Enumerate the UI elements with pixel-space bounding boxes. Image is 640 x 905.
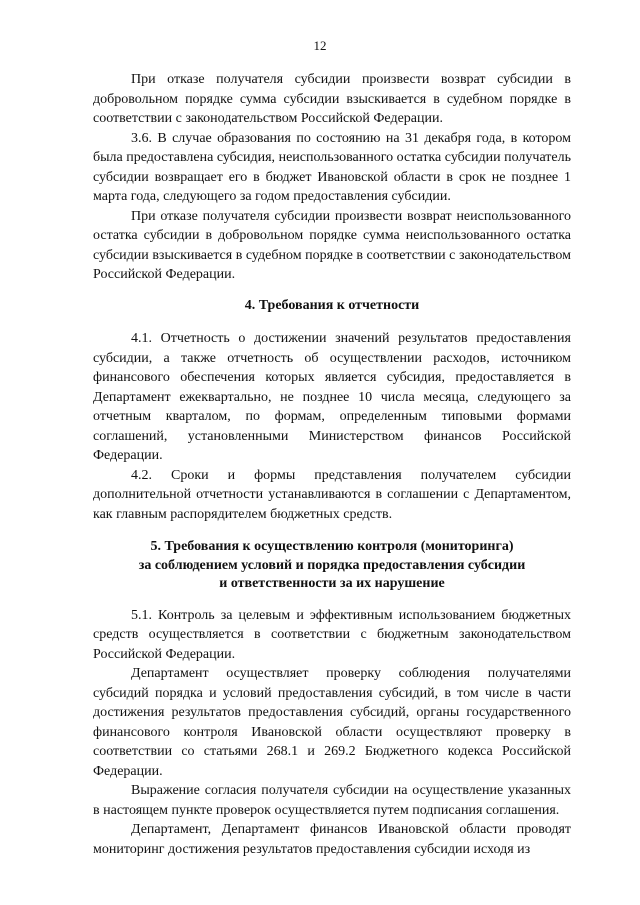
section-5-heading-line: за соблюдением условий и порядка предоставления субсидии xyxy=(138,557,526,573)
section-5-heading-line: 5. Требования к осуществлению контроля (мониторинга) xyxy=(150,539,514,554)
paragraph-4-1: 4.1. Отчетность о достижении значений результатов предоставления субсидии, а также отчетность об осуществлении расходов, источником финансового обеспечения которых является субсидия, предоставляется в Департамент ежеквартально, не позднее 10 числа месяца, следующего за отчетным кварталом, по формам, определенным типовыми формами соглашений, установленными Министерством финансов Российской Федерации. xyxy=(93,331,571,463)
paragraph-5-1: 5.1. Контроль за целевым и эффективным использованием бюджетных средств осуществляется в соответствии с бюджетным законодательством Российской Федерации. xyxy=(93,607,571,662)
paragraph-department-check: Департамент осуществляет проверку соблюдения получателями субсидий порядка и условий предоставления субсидий, в том числе в части достижения результатов предоставления субсидий, органы государственного финансового контроля Ивановской области осуществляют проверку в соответствии со статьями 268.1 и 269.2 Бюджетного кодекса Российской Федерации. xyxy=(93,666,571,779)
section-5-heading xyxy=(93,538,571,594)
paragraph-4-2: 4.2. Сроки и формы представления получателем субсидии дополнительной отчетности устанавливаются в соглашении с Департаментом, как главным распорядителем бюджетных средств. xyxy=(93,467,571,522)
paragraph-3-6: 3.6. В случае образования по состоянию на 31 декабря года, в котором была предоставлена субсидия, неиспользованного остатка субсидии получатель субсидии возвращает его в бюджет Ивановской области в срок не позднее 1 марта года, следующего за годом предоставления субсидии. xyxy=(93,130,571,204)
document-body xyxy=(93,70,571,859)
paragraph-refusal-remainder: При отказе получателя субсидии произвести возврат неиспользованного остатка субсидии в добровольном порядке сумма неиспользованного остатка субсидии взыскивается в судебном порядке в соответствии с законодательством Российской Федерации. xyxy=(93,208,571,282)
section-4-heading: 4. Требования к отчетности xyxy=(244,297,420,313)
page-number: 12 xyxy=(313,38,327,53)
paragraph-refusal-return: При отказе получателя субсидии произвести возврат субсидии в добровольном порядке сумма субсидии взыскивается в судебном порядке в соответствии с законодательством Российской Федерации. xyxy=(93,72,571,126)
section-5-heading-line: и ответственности за их нарушение xyxy=(219,576,445,591)
paragraph-consent: Выражение согласия получателя субсидии на осуществление указанных в настоящем пункте проверок осуществляется путем подписания соглашения. xyxy=(93,783,571,818)
paragraph-monitoring: Департамент, Департамент финансов Ивановской области проводят мониторинг достижения результатов предоставления субсидии исходя из xyxy=(93,822,571,857)
